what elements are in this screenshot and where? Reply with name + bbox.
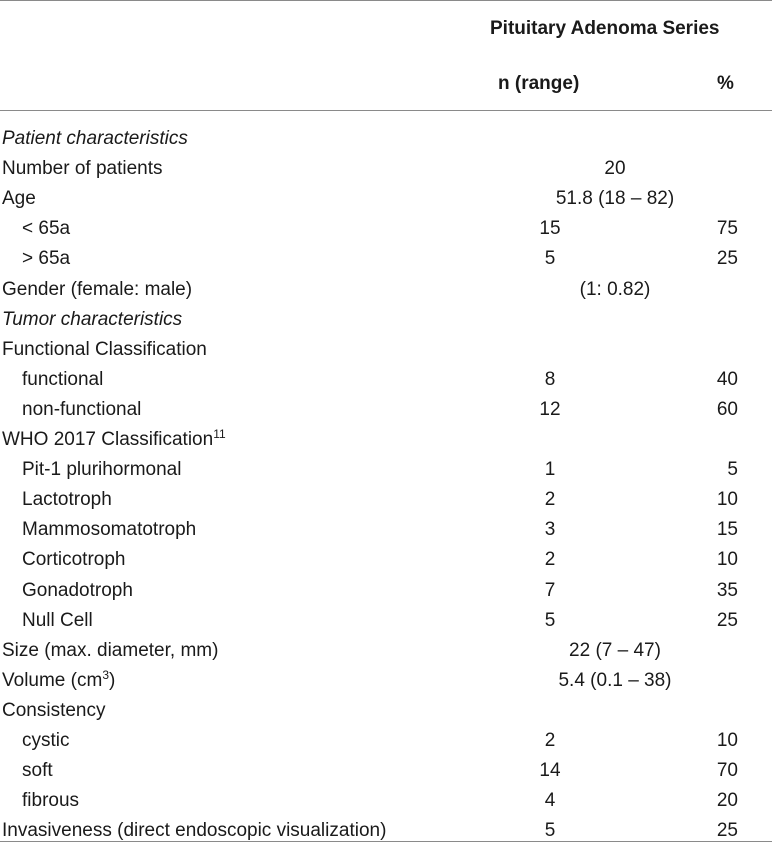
table-row: > 65a 5 25 <box>0 244 772 274</box>
table-row: Mammosomatotroph 3 15 <box>0 515 772 545</box>
row-label: soft <box>22 760 53 782</box>
table-row: Pit-1 plurihormonal 1 5 <box>0 455 772 485</box>
row-percent-value: 10 <box>716 489 738 511</box>
row-label: < 65a <box>22 218 71 240</box>
table-row: Invasiveness (direct endoscopic visualization) 5 25 <box>0 816 772 846</box>
table-row: soft 14 70 <box>0 756 772 786</box>
row-label: > 65a <box>22 248 71 270</box>
row-label-superscript: 11 <box>213 427 226 441</box>
row-label: Pit-1 plurihormonal <box>22 459 182 481</box>
row-label: cystic <box>22 730 70 751</box>
row-label-superscript: 3 <box>102 667 109 682</box>
table-row <box>0 696 772 726</box>
row-label: functional <box>22 368 104 390</box>
table-row: Gonadotroph 7 35 <box>0 576 772 606</box>
row-percent-value: 25 <box>716 609 738 631</box>
row-percent-value: 40 <box>716 368 738 390</box>
row-percent-value: 60 <box>716 398 738 420</box>
row-percent-value: 20 <box>716 790 738 812</box>
row-percent-value: 10 <box>716 549 738 571</box>
header-series: Pituitary Adenoma Series <box>490 18 720 39</box>
row-label: Gender (female: male) <box>2 278 193 300</box>
row-label: Tumor characteristics <box>2 308 183 330</box>
top-rule <box>0 0 772 1</box>
row-label: Size (max. diameter, mm) <box>2 639 219 661</box>
table-row: Lactotroph 2 10 <box>0 485 772 515</box>
row-percent-value: 70 <box>716 760 738 782</box>
row-percent-value: 5 <box>727 459 738 481</box>
row-percent-value: 10 <box>716 730 738 751</box>
row-label: Age <box>2 188 36 210</box>
row-label: Null Cell <box>22 609 93 631</box>
row-percent-value: 15 <box>716 519 738 541</box>
row-label: WHO 2017 Classification$^{11}$ <box>2 427 226 450</box>
table-row: functional 8 40 <box>0 365 772 395</box>
table-row: Size (max. diameter, mm) 22 (7 – 47) <box>0 636 772 666</box>
table-row: fibrous 4 20 <box>0 786 772 816</box>
row-percent-value: 75 <box>716 218 738 240</box>
table-row: Null Cell 5 25 <box>0 606 772 636</box>
table-row: Volume $(cm^3)$ 5.4 (0.1 – 38) <box>0 666 772 696</box>
row-label: non-functional <box>22 398 142 420</box>
row-label: Invasiveness (direct endoscopic visualization) <box>2 820 387 842</box>
table-row: non-functional 12 60 <box>0 395 772 425</box>
row-label: Mammosomatotroph <box>22 519 197 541</box>
row-label: Consistency <box>2 699 106 721</box>
header-rule <box>0 110 772 111</box>
row-label: Corticotroph <box>22 549 126 571</box>
table-row: < 65a 15 75 <box>0 214 772 244</box>
row-label: Gonadotroph <box>22 579 133 601</box>
row-label: Functional Classification <box>2 338 207 360</box>
table-row <box>0 305 772 335</box>
table-row: Corticotroph 2 10 <box>0 545 772 575</box>
row-label: Volume $(cm^3)$ <box>2 667 116 691</box>
table-row: Age 51.8 (18 – 82) <box>0 184 772 214</box>
table-row <box>0 124 772 154</box>
row-percent-value: 25 <box>716 820 738 842</box>
header-n-range: n (range) <box>498 73 580 94</box>
row-label: Patient characteristics <box>2 128 188 149</box>
row-label: Lactotroph <box>22 489 112 511</box>
table-row: cystic 2 10 <box>0 726 772 756</box>
table-row <box>0 335 772 365</box>
row-percent-value: 35 <box>716 579 738 601</box>
row-label: fibrous <box>22 790 80 812</box>
table-row: Number of patients 20 <box>0 154 772 184</box>
row-label: Number of patients <box>2 158 163 180</box>
table-row: Gender (female: male) (1: 0.82) <box>0 275 772 305</box>
row-percent-value: 25 <box>716 248 738 270</box>
table-row <box>0 425 772 455</box>
header-percent: % <box>717 73 734 94</box>
